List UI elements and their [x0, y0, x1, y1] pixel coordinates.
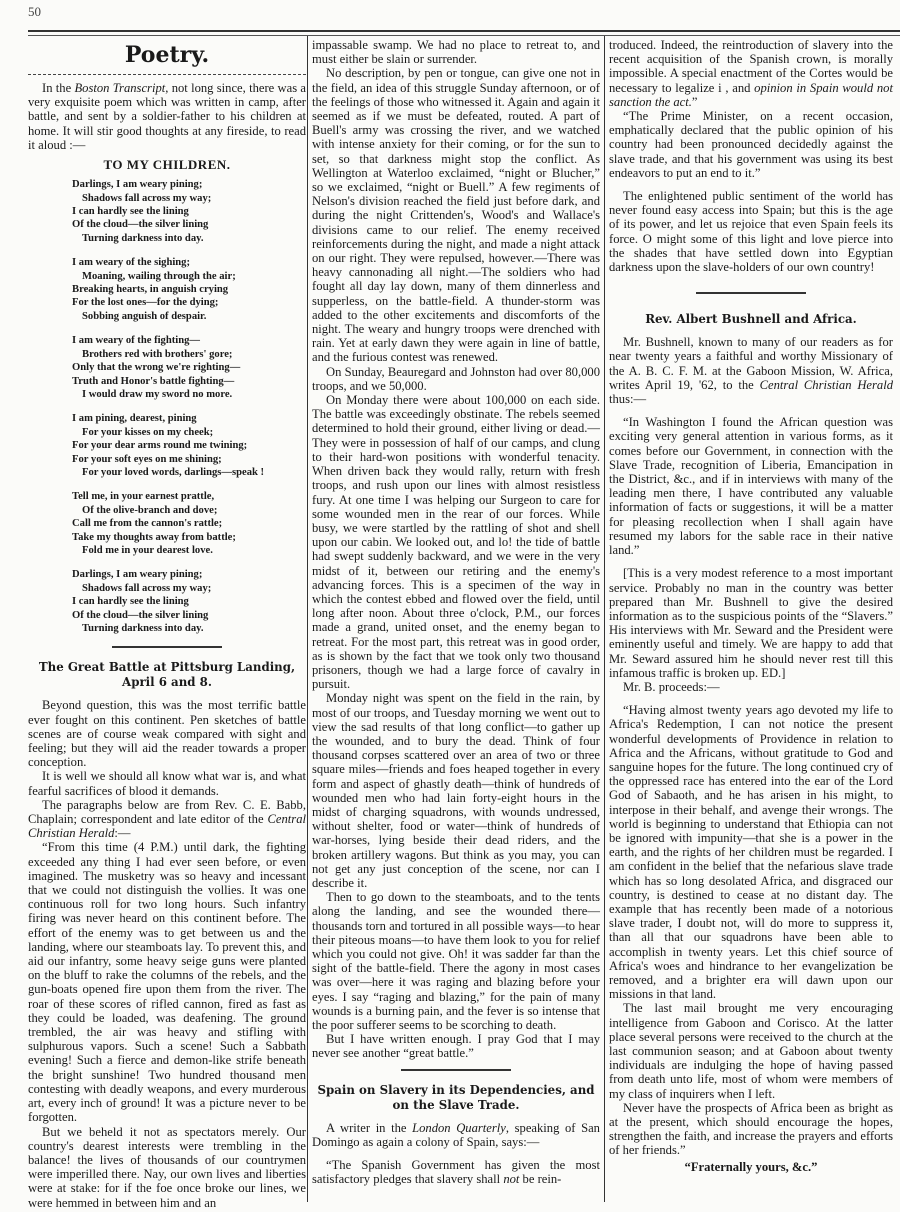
text: , not long since, there was a very exquisite poem which was written in camp, after battle, and sent by a soldier-father to his children at home. It will stir good thoughts at any fireside, to read it aloud :— [28, 81, 307, 152]
poem-line: I am weary of the fighting— [72, 335, 200, 347]
text: Then to go down to the steamboats, and to the tents along the landing, and see the wounded there—thousands torn and tortured in all possible ways—to hear their piteous moans—to have them look to you for relief which you could not give. Oh! it was sadder far than the sight of the battle-field. There the agony in most cases was over—here it was raging and blazing before your eyes. I say “raging and blazing,” for the pain of many wounds is a burning pain, and the fever is so intense that the poor sufferer seems to be scorching to death. [312, 890, 600, 1033]
column-divider [604, 36, 605, 1202]
poem-line: Truth and Honor's battle fighting— [72, 375, 235, 387]
text: On Monday there were about 100,000 on each side. The battle was exceedingly obstinate. The rebels seemed determined to hold their ground, either living or dead.—They were in possession of half of our camps, and clung to their hard-won positions with wonderful tenacity. When driven back they would rally, return with fresh troops, and rush upon our lines with almost resistless fury. At one time I was helping our Surgeon to care for some wounded men in the rear of our forces. While busy, we were startled by the rattling of shot and shell upon our cabin. We looked out, and lo! the tide of battle had swept suddenly backward, and we were in the very midst of it, between our retiring and the enemy's advancing forces. This is a specimen of the way in which the contest ebbed and flowed over the field, until long after noon. About three o'clock, P.M., our forces made a grand, united onset, and the enemy began to retreat. For the most part, this retreat was in good order, as is shown by the fact that we took only two thousand prisoners, though we had a large force of cavalry in pursuit. [312, 393, 600, 692]
poem-line: I would draw my sword no more. [82, 388, 233, 400]
poem-line: For the lost ones—for the dying; [72, 297, 219, 309]
page-number: 50 [28, 4, 41, 19]
stanza [72, 178, 306, 245]
poem-line: Take my thoughts away from battle; [72, 531, 236, 543]
italic-text: Boston Transcript [74, 81, 166, 95]
text: be rein- [519, 1172, 562, 1187]
article-heading: Spain on Slavery in its Dependencies, and on the Slave Trade. [317, 1082, 595, 1112]
poem-line: Tell me, in your earnest prattle, [72, 491, 215, 503]
text: The enlightened public sentiment of the world has never found easy access into Spain; but this is the age of its power, and let us rejoice that even Spain feels its force. O might some of this light and love pierce into the shades that have settled down into Egyptian darkness upon the slave-holders of our own country! [609, 189, 893, 275]
text: “Having almost twenty years ago devoted my life to Africa's Redemption, I can not notice the present wonderful developments of Providence in relation to Africa and the Africans, without gratitude to God and sanguine hopes for the future. The long continued cry of the oppressed race has entered into the ear of the Lord God of Sabaoth, and he has arisen in his might, to interpose in their behalf, and avenge their wrongs. The world is beginning to understand that Ethiopia can not be ignored with impunity—that she is a power in the earth, and the rights of her children must be regarded. I am confident in the belief that the nefarious slave trade which has so long desolated Africa, and disgraced our country, is destined to cease at no distant day. The example that has recently been made of a notorious slave trader, I doubt not, will do more to suppress it, than all that our squadrons have been able to accomplish in twenty years. Let this chief source of Africa's woes and hindrance to her evangelization be removed, and a brighter era will dawn upon our missions in that land. [609, 703, 893, 1002]
poem-line: Darlings, I am weary pining; [72, 569, 203, 581]
article-body [312, 38, 600, 1061]
paragraph [312, 38, 600, 66]
column-divider [307, 36, 308, 1202]
text: But I have written enough. I pray God that I may never see another “great battle.” [312, 1032, 600, 1061]
italic-text: London Quarterly [412, 1120, 506, 1135]
top-rule [28, 30, 900, 36]
paragraph [609, 703, 893, 1001]
text: :— [114, 826, 131, 841]
text: [This is a very modest reference to a most important service. Probably no man in the country was better prepared than Mr. Bushnell to give the desired information as to the suspicious points of the “Slavers.” His interviews with Mr. Seward and the President were eminently useful and timely. We are happy to add that Mr. Seward assured him he should never rest till this infamous traffic is broken up. ED.] [609, 566, 893, 680]
paragraph [312, 890, 600, 1032]
text: impassable swamp. We had no place to retreat to, and must either be slain or surrender. [312, 38, 600, 67]
text: Beyond question, this was the most terrific battle ever fought on this continent. Pen sketches of battle scenes are of course weak compared with sight and feeling; but they will aid the reader towards a proper conception. [28, 698, 306, 770]
article-body [609, 335, 893, 1157]
paragraph [609, 1001, 893, 1100]
poem-line: Shadows fall across my way; [82, 582, 212, 594]
paragraph [28, 769, 306, 797]
paragraph [28, 698, 306, 769]
text: A writer in the [326, 1120, 413, 1135]
article-heading: Rev. Albert Bushnell and Africa. [645, 312, 857, 327]
italic-text: not [503, 1172, 520, 1187]
text: It is well we should all know what war is, and what fearful sacrifices of blood it demands. [28, 769, 306, 798]
text: Never have the prospects of Africa been as bright as at the present, which should encourage the hopes, strengthen the faith, and increase the prayers and efforts of her friends.” [609, 1100, 893, 1158]
paragraph [312, 66, 600, 364]
divider [112, 646, 222, 648]
paragraph [609, 680, 893, 694]
text: “The Spanish Government has given the most satisfactory pledges that slavery shall [312, 1158, 600, 1187]
text: No description, by pen or tongue, can give one not in the field, an idea of this struggle Sunday afternoon, or of the feelings of those who witnessed it. Again and again it seemed as if we must be defeated, routed. A part of Buell's army was crossing the river, and we watched with intense anxiety for their coming, or for the sun to set, so that darkness might stop the conflict. As Wellington at Waterloo exclaimed, “night or Blucher,” so we exclaimed, “night or Buell.” A few regiments of Nelson's division reached the field just before dark, and during the night Crittenden's, Wood's and Wallace's divisions came to our relief. The enemy received reinforcements during the night, and made a night attack on our right. They were repulsed, however.—There was heavy cannonading all night.—The soldiers who had fought all day lay down, many of them dinnerless and supperless, on the battle-field. A thunder-storm was added to the other excitements and discomforts of the night. The weary and hungry troops were drenched with rain. Yet at early dawn they were again in line of battle, and the furious contest was renewed. [312, 66, 600, 365]
paragraph [312, 691, 600, 890]
text: , speaking of San Domingo as again a colony of Spain, says:— [312, 1120, 600, 1149]
text: troduced. Indeed, the reintroduction of slavery into the recent acquisition of the Spanish crown, is morally impossible. A special enactment of the Cortes would be necessary to legalize i , and [609, 38, 893, 95]
poem-line: Of the cloud—the silver lining [72, 219, 209, 231]
italic-text: Central Christian Herald [759, 377, 894, 392]
poem-line: For your soft eyes on me shining; [72, 453, 222, 465]
paragraph [609, 335, 893, 406]
section-title: Poetry. [124, 42, 210, 68]
poem-line: Darlings, I am weary pining; [72, 179, 203, 191]
poem-line: Moaning, wailing through the air; [82, 270, 236, 282]
divider [401, 1069, 511, 1071]
poem-line: For your kisses on my cheek; [82, 426, 214, 438]
poem-line: Only that the wrong we're righting— [72, 362, 241, 374]
poem-line: Turning darkness into day. [82, 623, 204, 634]
poem-line: Fold me in your dearest love. [82, 544, 213, 556]
text: thus:— [609, 392, 647, 407]
italic-text: opinion in Spain would not sanction the act. [609, 80, 893, 109]
poem-line: Of the olive-branch and dove; [82, 504, 218, 516]
text: Monday night was spent on the field in the rain, by most of our troops, and Tuesday morning we went out to view the sad results of that long conflict—to gather up the wounded, and to bury the dead. Think of four thousand corpses scattered over an area of two or three square miles—friends and foes heaped together in every form and aspect of ghastly death—think of hundreds of wounded men who had lain forty-eight hours in the midst of charging squadrons, with wounds undressed, without shelter, food or water—think of hundreds of war-horses, lying beside their dead riders, and the broken artillery wagons. But think as you may, you can not get any just conception of the scene, nor can I describe it. [312, 691, 600, 890]
paragraph [609, 1101, 893, 1158]
paragraph [609, 415, 893, 557]
divider [28, 74, 306, 75]
paragraph [609, 189, 893, 274]
article-body [28, 698, 306, 1209]
paragraph [28, 1125, 306, 1210]
paragraph [312, 1158, 600, 1186]
text: “From this time (4 P.M.) until dark, the fighting exceeded any thing I had ever seen before, or even imagined. The musketry was so heavy and incessant that we could not distinguish the vollies. It was one continuous roll for two long hours. Such infantry firing was never heard on this continent before. The effort of the enemy was to get between us and the landing, where our steamboats lay. To prevent this, and aid our infantry, some heavy seige guns were planted on the bluff to rake the columns of the rebels, and the gun-boats opened fire upon them from the river. The roar of these scores of rifled cannon, fired as fast as they could be loaded, was deafening. The ground trembled, the air was heavy and stifling with sulphurous vapors. Such a scene! Such a Sabbath evening! Such a fierce and demon-like strife beneath the bright sunshine! Two hundred thousand men contesting with deadly weapons, and every murderous art, every inch of ground! It was a picture never to be forgotten. [28, 840, 306, 1125]
column-1 [28, 38, 306, 1210]
poem-line: I can hardly see the lining [72, 596, 189, 608]
poem-line: Call me from the cannon's rattle; [72, 518, 223, 530]
stanza [72, 568, 306, 635]
text: Mr. B. proceeds:— [623, 679, 720, 694]
article-body [609, 38, 893, 274]
stanza [72, 412, 306, 479]
column-3 [609, 38, 893, 1174]
poem-line: Brothers red with brothers' gore; [82, 348, 233, 360]
article-heading: The Great Battle at Pittsburg Landing, April 6 and 8. [38, 660, 296, 690]
poem [72, 178, 306, 635]
stanza [72, 256, 306, 323]
text: But we beheld it not as spectators merely. Our country's dearest interests were trembling in the balance! the lives of thousands of our countrymen were imperilled there. Nay, our own lives and liberties were at stake: for if the foe once broke our lines, we were hemmed in between him and an [28, 1124, 306, 1210]
stanza [72, 334, 306, 401]
paragraph [28, 81, 306, 152]
text: The paragraphs below are from Rev. C. E. Babb, Chaplain; correspondent and late editor of the [28, 797, 306, 827]
poem-line: I can hardly see the lining [72, 206, 189, 218]
poem-line: Sobbing anguish of despair. [82, 310, 207, 322]
text: Mr. Bushnell, known to many of our readers as for near twenty years a faithful and worthy Missionary of the A. B. C. F. M. at the Gaboon Mission, W. Africa, writes April 19, '62, to the [609, 335, 893, 392]
text: On Sunday, Beauregard and Johnston had over 80,000 troops, and we 50,000. [312, 364, 600, 393]
paragraph [609, 38, 893, 109]
column-2 [312, 38, 600, 1186]
signoff: “Fraternally yours, &c.” [684, 1159, 818, 1174]
poem-line: Shadows fall across my way; [82, 192, 212, 204]
poem-line: I am weary of the sighing; [72, 257, 190, 269]
poem-line: For your dear arms round me twining; [72, 440, 248, 452]
poem-title: TO MY CHILDREN. [103, 157, 231, 173]
paragraph [28, 798, 306, 841]
paragraph [609, 566, 893, 680]
text: In the [42, 81, 75, 95]
poetry-intro [28, 81, 306, 152]
poem-line: I am pining, dearest, pining [72, 413, 197, 425]
paragraph [312, 1032, 600, 1060]
italic-text: Central Christian Herald [28, 812, 306, 841]
poem-line: Turning darkness into day. [82, 232, 204, 244]
poem-line: Breaking hearts, in anguish crying [72, 284, 229, 296]
poem-line: Of the cloud—the silver lining [72, 609, 209, 621]
text: The last mail brought me very encouraging intelligence from Gaboon and Corisco. At the latter place several persons were received to the church at the last communion season; and at Gaboon about twenty individuals are indulging the hope of having passed from death unto life, most of whom were members of my class of inquirers when I left. [609, 1001, 893, 1101]
text: ” [691, 94, 698, 109]
paragraph [312, 393, 600, 691]
stanza [72, 490, 306, 557]
paragraph [312, 1121, 600, 1149]
text: “In Washington I found the African question was exciting very general attention in various forms, as it comes before our Government, in connection with the Slave Trade, recognition of Liberia, Emancipation in the District, &c., and if in interviews with many of the leading men there, I have contributed any valuable information of facts or suggestions, it will be a matter for pleasing recollection when I shall again have resumed my labors for the sable race in their native land.” [609, 415, 893, 558]
paragraph [28, 840, 306, 1124]
poem-line: For your loved words, darlings—speak ! [82, 466, 265, 478]
divider [696, 292, 806, 294]
text: “The Prime Minister, on a recent occasion, emphatically declared that the public opinion of his country had been pronounced decidedly against the slave trade, and that his government was using its best endeavors to put an end to it.” [609, 109, 893, 180]
paragraph [609, 109, 893, 180]
paragraph [312, 365, 600, 393]
article-body [312, 1121, 600, 1187]
